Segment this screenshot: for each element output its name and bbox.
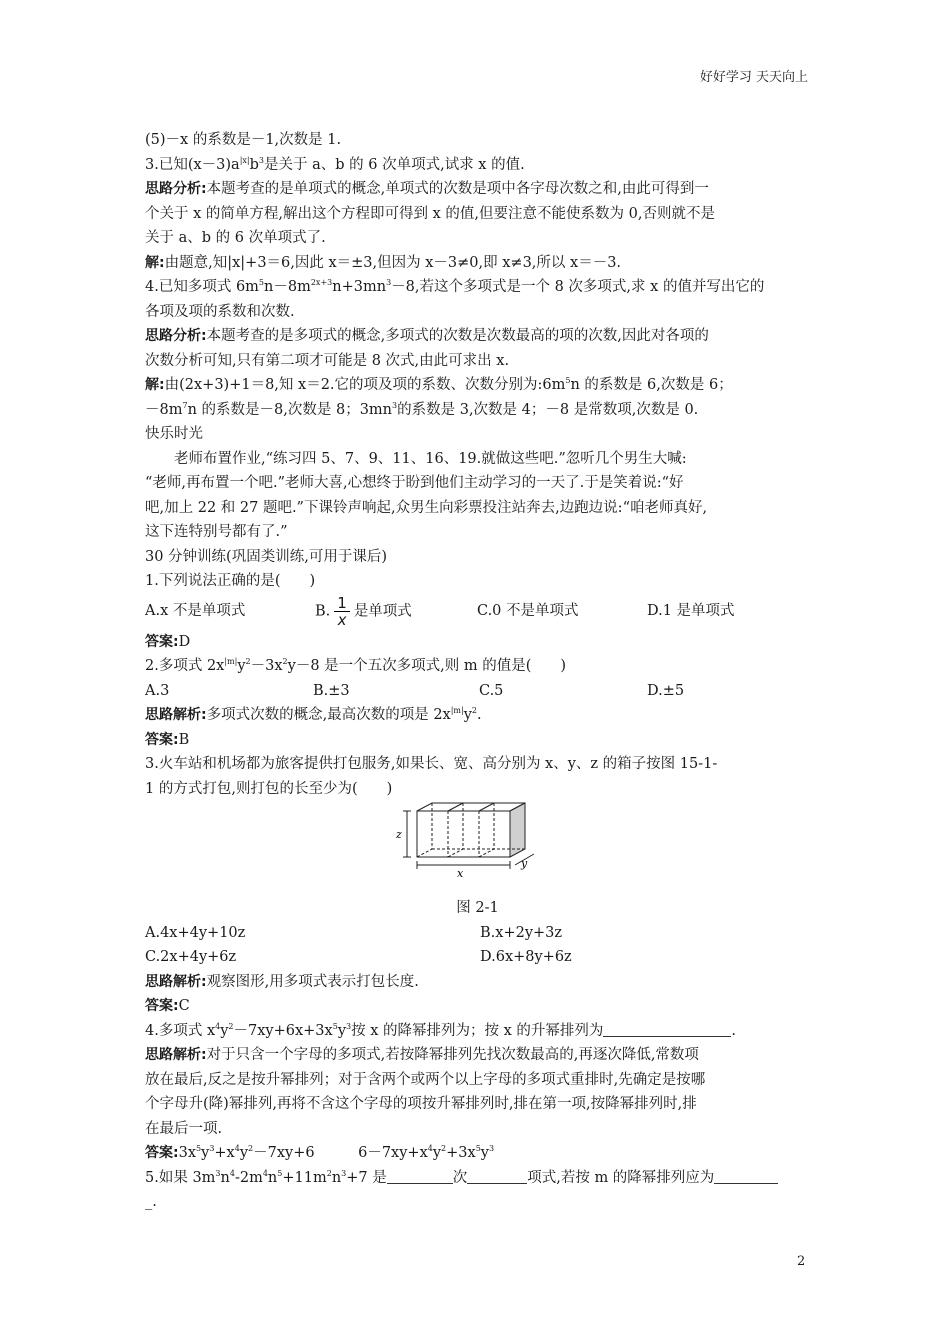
text-line: _. [145,1194,157,1210]
option-b: B.x+2y+3z [480,924,563,941]
analysis: 思路分析:本题考查的是多项式的概念,多项式的次数是次数最高的项的次数,因此对各项的 [145,328,709,344]
answer-blank [467,1167,527,1184]
question-4: 4.已知多项式 $6m^5n-8m^{2x+3}n+3mn^3-8$,若这个多项式是一个 8 次多项式,求 x 的值并写出它的 [145,278,765,295]
solution: 解:由(2x+3)+1＝8,知 x＝2.它的项及项的系数、次数分别为$:6m^5n$ 的系数是 6,次数是 6； [145,376,733,393]
option-b: B.±3 [313,682,350,699]
label-y: y [521,857,528,870]
options-row [145,945,810,970]
option-a: A.x 不是单项式 [145,603,246,620]
figure-caption: 图 2-1 [456,900,499,916]
analysis: 思路解析:对于只含一个字母的多项式,若按降幂排列先找次数最高的,再逐次降低,常数项 [145,1047,699,1063]
options-row [145,594,810,630]
story-line: 吧,加上 22 和 27 题吧.”下课铃声响起,众男生向彩票投注站奔去,边跑边说:“咱老师真好, [145,499,708,516]
section-title: 30 分钟训练(巩固类训练,可用于课后) [145,548,387,565]
answer-blank [714,1167,778,1184]
story-line: 这下连特别号都有了.” [145,524,288,540]
fraction: $\frac{1}{x}$ [334,595,350,628]
text-line: 个字母升(降)幂排列,再将不含这个字母的项按升幂排列时,排在第一项,按降幂排列时,排 [145,1096,697,1112]
analysis: 思路解析:多项式次数的概念,最高次数的项是 $2x^{|m|}y^2$. [145,706,482,723]
answer: 答案:B [145,731,190,748]
box-diagram [145,801,810,896]
answer: 答案:D [145,633,191,650]
text-line: 次数分析可知,只有第二项才可能是 8 次式,由此可求出 x. [145,352,510,369]
problem-4: 4.多项式 $x^4y^2-7xy+6x+3x^5y^3$按 x 的降幂排列为；按 x 的升幂排列为 . [145,1021,737,1039]
problem-5: 5.如果 $3m^3n^4-2m^4n^5+11m^2n^3+7$ 是 次 项式,若按 m 的降幂排列应为 [145,1166,810,1191]
document-body [145,128,810,1215]
text-line: 在最后一项. [145,1120,223,1137]
analysis: 思路分析:本题考查的是单项式的概念,单项式的次数是项中各字母次数之和,由此可得到一 [145,181,709,197]
option-d: D.6x+8y+6z [480,949,572,965]
analysis: 思路解析:观察图形,用多项式表示打包长度. [145,973,419,990]
option-d: D.1 是单项式 [647,603,735,620]
text-line: (5)－x 的系数是－1,次数是 1. [145,132,342,148]
option-c: C.2x+4y+6z [145,949,237,965]
text-line: 个关于 x 的简单方程,解出这个方程即可得到 x 的值,但要注意不能使系数为 0,否则就不是 [145,205,715,222]
text-line: 关于 a、b 的 6 次单项式了. [145,230,326,246]
box-figure [145,801,810,896]
answer: 答案$:3x^5y^3+x^4y^2-7xy+6$ $6-7xy+x^4y^2+3x^5y^3$ [145,1144,495,1161]
problem-1: 1.下列说法正确的是( ) [145,573,316,589]
text-line: 放在最后,反之是按升幂排列；对于含两个或两个以上字母的多项式重排时,先确定是按哪 [145,1071,706,1088]
problem-2: 2.多项式 $2x^{|m|}y^2-3x^2y-8$ 是一个五次多项式,则 m 的值是( ) [145,657,567,674]
answer-blank [387,1167,453,1184]
question-3: 3.已知$(x-3)a^{|x|}b^3$是关于 a、b 的 6 次单项式,试求 x 的值. [145,155,525,173]
solution: 解:由题意,知|x|+3＝6,因此 x＝±3,但因为 x－3≠0,即 x≠3,所以 x＝－3. [145,254,622,271]
answer-blank [603,1020,731,1037]
label-z: z [396,828,402,841]
text-line: 1 的方式打包,则打包的长至少为( ) [145,780,393,797]
option-b: B. $\frac{1}{x}$ 是单项式 [315,594,412,629]
problem-3: 3.火车站和机场都为旅客提供打包服务,如果长、宽、高分别为 x、y、z 的箱子按图 15-1- [145,756,718,772]
option-c: C.0 不是单项式 [477,603,579,620]
label-x: x [457,867,464,880]
story-line: “老师,再布置一个吧.”老师大喜,心想终于盼到他们主动学习的一天了.于是笑着说:“好 [145,475,684,491]
section-title: 快乐时光 [145,426,203,442]
option-d: D.±5 [647,682,685,699]
answer: 答案:C [145,998,190,1014]
page-number: 2 [797,1254,806,1269]
story-line: 老师布置作业,“练习四 5、7、9、11、16、19.就做这些吧.”忽听几个男生大喊: [174,450,687,467]
option-a: A.3 [145,682,170,699]
option-c: C.5 [479,682,504,699]
text-line: $-8m^7n$ 的系数是－8,次数是 8；$3mn^3$的系数是 3,次数是 4；－8 是常数项,次数是 0. [145,400,699,418]
options-row [145,679,810,704]
option-a: A.4x+4y+10z [145,924,246,941]
page-header: 好好学习 天天向上 [699,70,808,85]
options-row [145,921,810,946]
text-line: 各项及项的系数和次数. [145,303,295,320]
